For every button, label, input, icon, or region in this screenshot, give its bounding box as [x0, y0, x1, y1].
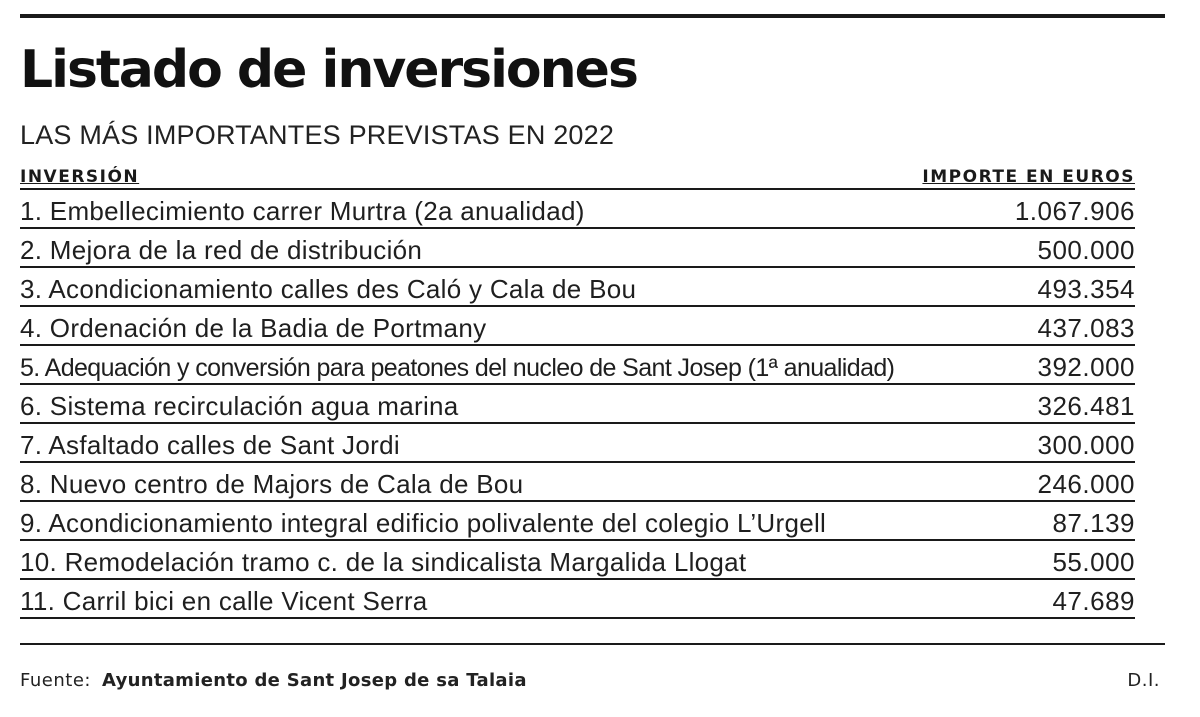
- row-name: 5. Adequación y conversión para peatones del nucleo de Sant Josep (1ª anualidad): [20, 354, 895, 382]
- credit: D.I.: [1127, 670, 1160, 691]
- row-name: 8. Nuevo centro de Majors de Cala de Bou: [20, 469, 524, 499]
- source-value: Ayuntamiento de Sant Josep de sa Talaia: [101, 670, 527, 691]
- row-name: 10. Remodelación tramo c. de la sindicalista Margalida Llogat: [20, 547, 747, 577]
- row-name: 4. Ordenación de la Badia de Portmany: [20, 313, 487, 343]
- row-name: 2. Mejora de la red de distribución: [20, 235, 423, 265]
- table-row: [20, 502, 1135, 541]
- table-row: [20, 346, 1135, 385]
- table-row: [20, 268, 1135, 307]
- row-name: 11. Carril bici en calle Vicent Serra: [20, 586, 428, 616]
- row-name: 7. Asfaltado calles de Sant Jordi: [20, 430, 400, 460]
- row-amount: 47.689: [1052, 586, 1135, 616]
- header-investment: INVERSIÓN: [20, 167, 140, 187]
- row-amount: 55.000: [1052, 547, 1135, 577]
- row-amount: 246.000: [1037, 469, 1135, 499]
- table-row: [20, 229, 1135, 268]
- table-row: [20, 190, 1135, 229]
- row-amount: 300.000: [1037, 430, 1135, 460]
- row-name: 6. Sistema recirculación agua marina: [20, 391, 459, 421]
- row-name: 3. Acondicionamiento calles des Caló y Cala de Bou: [20, 274, 637, 304]
- row-amount: 87.139: [1052, 508, 1135, 538]
- source-line: [20, 670, 527, 691]
- table-row: [20, 385, 1135, 424]
- table-row: [20, 424, 1135, 463]
- investment-table: [20, 164, 1135, 619]
- table-row: [20, 463, 1135, 502]
- row-name: 9. Acondicionamiento integral edificio polivalente del colegio L’Urgell: [20, 508, 827, 538]
- table-row: [20, 580, 1135, 619]
- row-amount: 392.000: [1037, 352, 1135, 382]
- row-name: 1. Embellecimiento carrer Murtra (2a anualidad): [20, 196, 585, 226]
- footer: [20, 670, 1160, 691]
- header-amount: IMPORTE EN EUROS: [922, 167, 1135, 187]
- page-title: Listado de inversiones: [20, 40, 637, 100]
- row-amount: 326.481: [1037, 391, 1135, 421]
- page-subtitle: LAS MÁS IMPORTANTES PREVISTAS EN 2022: [20, 120, 615, 150]
- row-amount: 437.083: [1037, 313, 1135, 343]
- top-rule: [20, 14, 1165, 18]
- source-label: Fuente:: [20, 670, 91, 691]
- table-header: [20, 164, 1135, 190]
- row-amount: 1.067.906: [1014, 196, 1135, 226]
- infographic: [20, 0, 1165, 717]
- table-row: [20, 307, 1135, 346]
- row-amount: 500.000: [1037, 235, 1135, 265]
- row-amount: 493.354: [1037, 274, 1135, 304]
- bottom-rule: [20, 643, 1165, 645]
- table-row: [20, 541, 1135, 580]
